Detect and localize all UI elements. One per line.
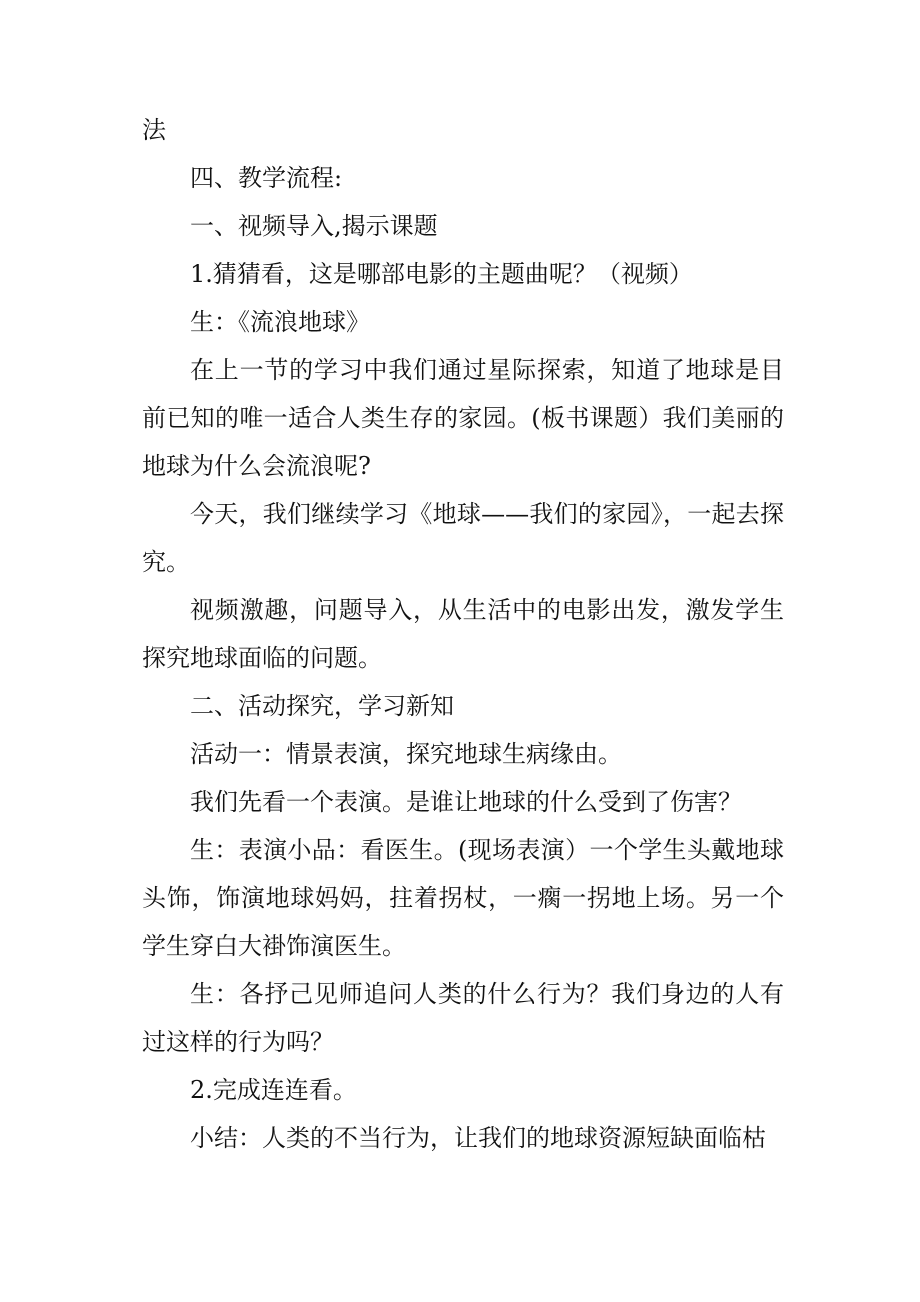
paragraph-today-lesson: 今天，我们继续学习《地球——我们的家园》，一起去探究。 <box>142 500 784 576</box>
paragraph-performance-question: 我们先看一个表演。是谁让地球的什么受到了伤害？ <box>190 788 742 816</box>
paragraph-summary: 小结：人类的不当行为，让我们的地球资源短缺面临枯 <box>190 1124 766 1152</box>
document-body <box>142 106 784 1162</box>
section-heading-activity-explore: 二、活动探究，学习新知 <box>190 692 454 720</box>
paragraph-student-answer: 生：《流浪地球》 <box>190 308 370 336</box>
paragraph-previous-lesson: 在上一节的学习中我们通过星际探索，知道了地球是目前已知的唯一适合人类生存的家园。(板书课题）我们美丽的地球为什么会流浪呢? <box>142 356 784 480</box>
section-heading-video-intro: 一、视频导入,揭示课题 <box>190 212 438 240</box>
section-heading-teaching-process: 四、教学流程: <box>190 164 343 192</box>
paragraph-matching-task: 2.完成连连看。 <box>190 1076 357 1104</box>
paragraph-discussion: 生：各抒己见师追问人类的什么行为？我们身边的人有过这样的行为吗？ <box>142 980 784 1056</box>
paragraph-continuation: 法 <box>142 116 166 144</box>
paragraph-video-motivation: 视频激趣，问题导入，从生活中的电影出发，激发学生探究地球面临的问题。 <box>142 596 784 672</box>
paragraph-guess-question: 1.猜猜看，这是哪部电影的主题曲呢？（视频） <box>190 260 693 288</box>
paragraph-activity-one: 活动一：情景表演，探究地球生病缘由。 <box>190 740 622 768</box>
paragraph-skit-description: 生：表演小品：看医生。(现场表演）一个学生头戴地球头饰，饰演地球妈妈，拄着拐杖，一瘸一拐地上场。另一个学生穿白大褂饰演医生。 <box>142 836 784 960</box>
